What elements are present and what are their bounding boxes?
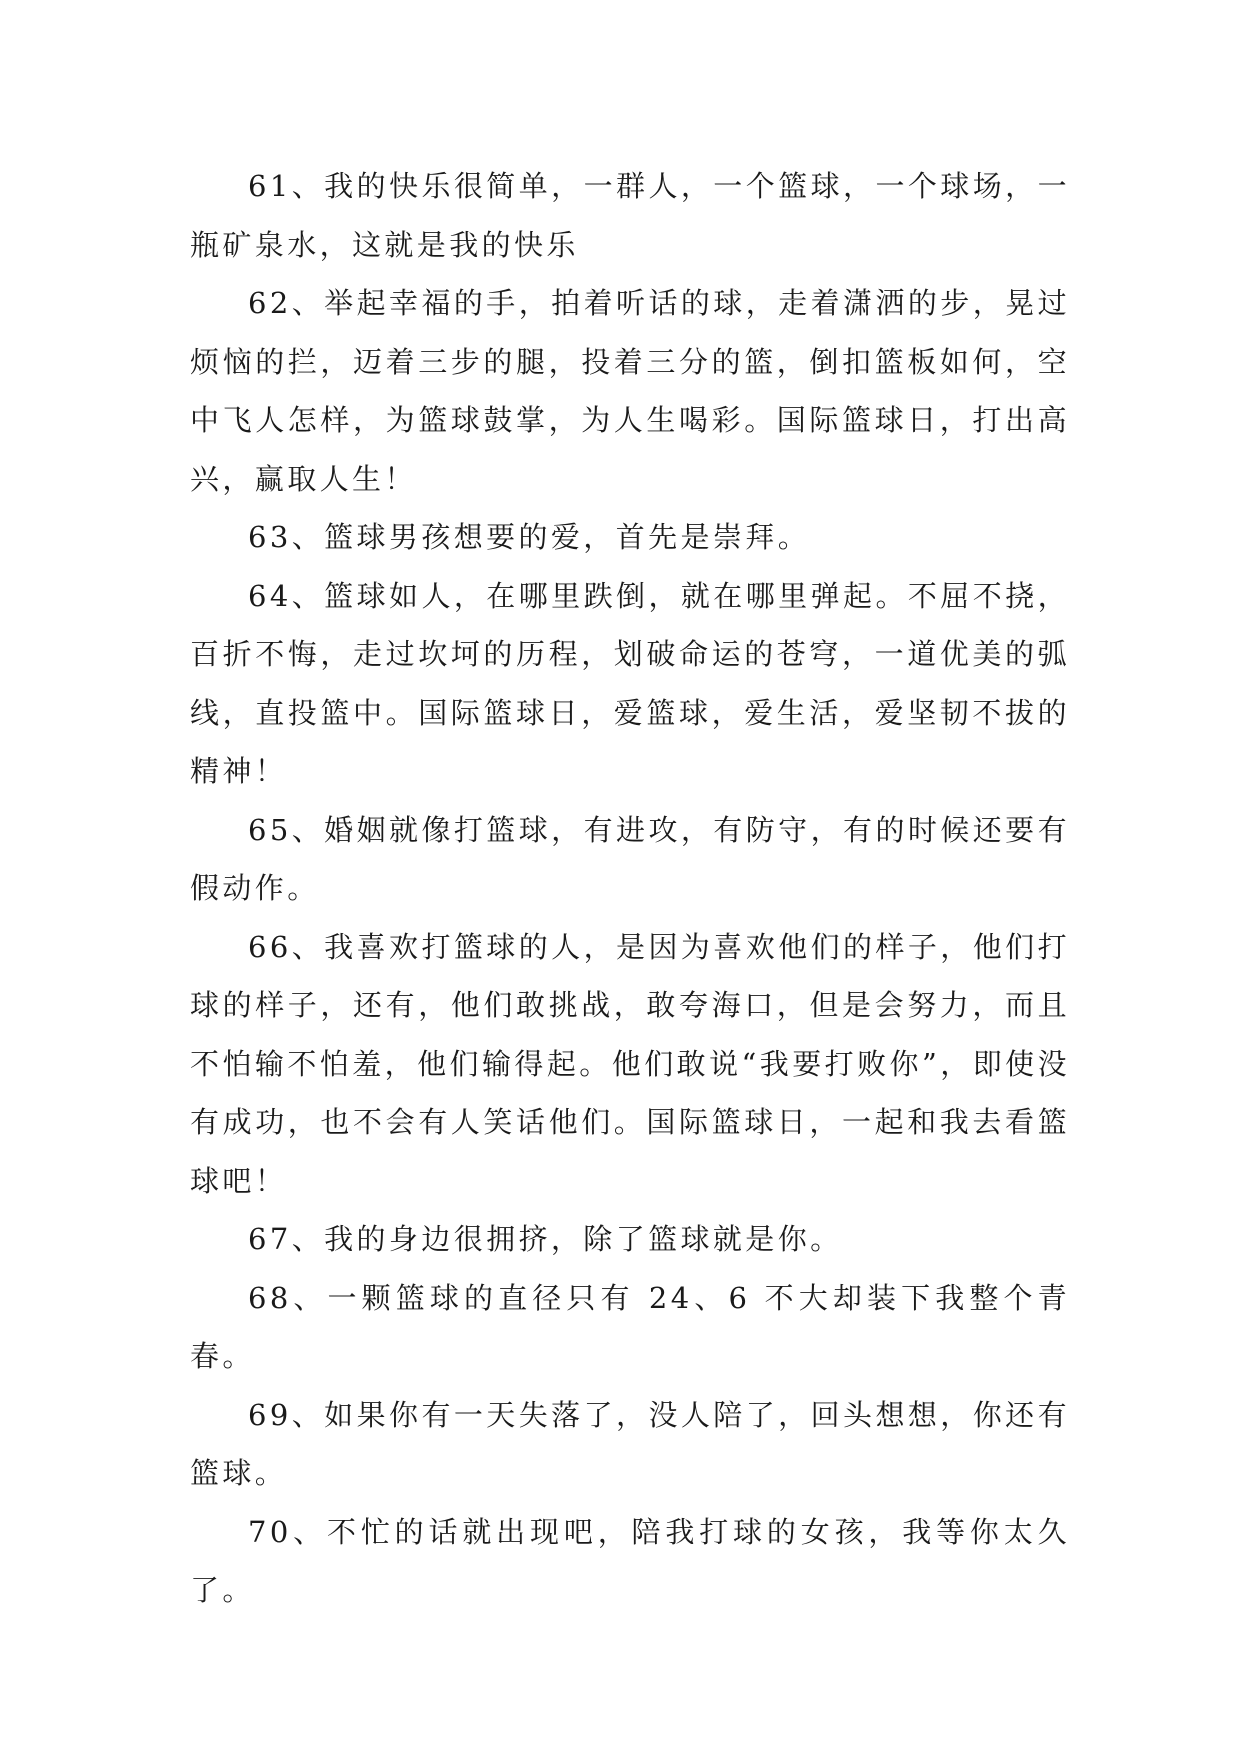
paragraph-67: 67、我的身边很拥挤，除了篮球就是你。: [248, 1222, 843, 1256]
paragraph-69: 69、如果你有一天失落了，没人陪了，回头想想，你还有篮球。: [190, 1397, 1070, 1490]
paragraph-61: 61、我的快乐很简单，一群人，一个篮球，一个球场，一瓶矿泉水，这就是我的快乐: [190, 169, 1070, 262]
paragraph-63: 63、篮球男孩想要的爱，首先是崇拜。: [248, 520, 811, 554]
document-body: [190, 157, 1070, 1620]
paragraph-65: 65、婚姻就像打篮球，有进攻，有防守，有的时候还要有假动作。: [190, 812, 1070, 905]
paragraph-62: 62、举起幸福的手，拍着听话的球，走着潇洒的步，晃过烦恼的拦，迈着三步的腿，投着三分的篮，倒扣篮板如何，空中飞人怎样，为篮球鼓掌，为人生喝彩。国际篮球日，打出高兴，赢取人生！: [190, 286, 1070, 496]
paragraph-70: 70、不忙的话就出现吧，陪我打球的女孩，我等你太久了。: [190, 1514, 1070, 1607]
paragraph-64: 64、篮球如人，在哪里跌倒，就在哪里弹起。不屈不挠，百折不悔，走过坎坷的历程，划破命运的苍穹，一道优美的弧线，直投篮中。国际篮球日，爱篮球，爱生活，爱坚韧不拔的精神！: [190, 578, 1070, 788]
paragraph-66: 66、我喜欢打篮球的人，是因为喜欢他们的样子，他们打球的样子，还有，他们敢挑战，敢夸海口，但是会努力，而且不怕输不怕羞，他们输得起。他们敢说“我要打败你”，即使没有成功，也不会有人笑话他们。国际篮球日，一起和我去看篮球吧！: [190, 929, 1070, 1198]
paragraph-68: 68、一颗篮球的直径只有 24、6 不大却装下我整个青春。: [190, 1280, 1070, 1373]
